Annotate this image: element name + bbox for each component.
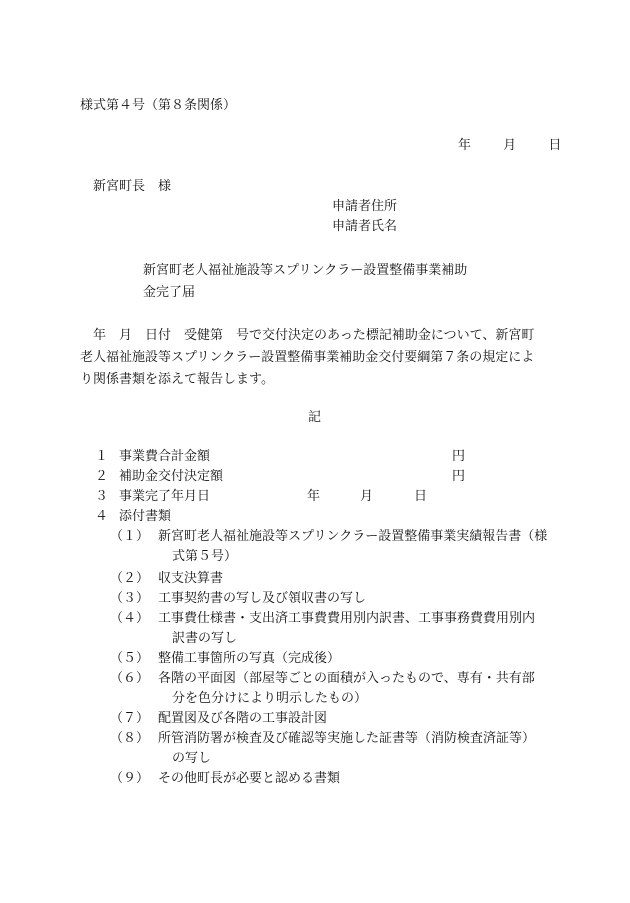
attachment-text: 分を色分けにより明示したもの） [172, 691, 368, 706]
item-label-completion-date: 事業完了年月日 [119, 489, 211, 504]
item-unit-yen: 円 [452, 449, 466, 464]
applicant-address-label: 申請者住所 [332, 199, 398, 214]
attachment-text: 整備工事箇所の写真（完成後） [158, 651, 341, 666]
item-number: ３ [95, 489, 109, 504]
date-month: 月 [503, 138, 517, 153]
attachment-number: （６） [110, 671, 150, 686]
item-number: １ [95, 449, 109, 464]
body-line: 年 月 日付 受健第 号で交付決定のあった標記補助金について、新宮町 [80, 328, 535, 343]
attachment-text: 配置図及び各階の工事設計図 [158, 711, 328, 726]
item-unit-yen: 円 [452, 469, 466, 484]
attachment-number: （５） [110, 651, 150, 666]
date-day: 日 [548, 138, 562, 153]
attachment-text: 訳書の写し [172, 631, 238, 646]
attachment-text: 所管消防署が検査及び確認等実施した証書等（消防検査済証等） [158, 731, 536, 746]
completion-day: 日 [414, 489, 428, 504]
form-number: 様式第４号（第８条関係） [80, 98, 237, 113]
attachment-number: （３） [110, 591, 150, 606]
item-number: ４ [95, 509, 109, 524]
attachment-text: 式第５号） [172, 549, 238, 564]
attachment-text: その他町長が必要と認める書類 [158, 771, 341, 786]
attachment-number: （７） [110, 711, 150, 726]
title-line: 新宮町老人福祉施設等スプリンクラー設置整備事業補助 [143, 263, 468, 278]
attachment-number: （２） [110, 571, 150, 586]
document-title [143, 260, 467, 304]
ki-heading: 記 [308, 410, 322, 425]
date-line [458, 135, 561, 156]
attachment-number: （８） [110, 731, 150, 746]
attachment-text: の写し [172, 751, 212, 766]
body-line: り関係書類を添えて報告します。 [80, 372, 274, 387]
title-line: 金完了届 [143, 285, 196, 300]
applicant-name-label: 申請者氏名 [332, 219, 398, 234]
attachment-number: （１） [110, 529, 150, 544]
completion-year: 年 [307, 489, 321, 504]
addressee: 新宮町長 様 [93, 179, 172, 194]
attachment-number: （９） [110, 771, 150, 786]
attachment-text: 収支決算書 [158, 571, 224, 586]
attachment-text: 工事契約書の写し及び領収書の写し [158, 591, 367, 606]
date-year: 年 [458, 138, 472, 153]
item-label-total-cost: 事業費合計金額 [119, 449, 211, 464]
completion-month: 月 [360, 489, 374, 504]
body-paragraph [80, 325, 534, 391]
attachment-number: （４） [110, 611, 150, 626]
attachment-text: 各階の平面図（部屋等ごとの面積が入ったもので、専有・共有部 [158, 671, 535, 686]
attachment-text: 工事費仕様書・支出済工事費費用別内訳書、工事事務費費用別内 [158, 611, 536, 626]
item-number: ２ [95, 469, 109, 484]
body-line: 老人福祉施設等スプリンクラー設置整備事業補助金交付要綱第７条の規定によ [80, 350, 535, 365]
item-label-attachments: 添付書類 [119, 509, 172, 524]
item-label-subsidy-amount: 補助金交付決定額 [119, 469, 224, 484]
attachment-text: 新宮町老人福祉施設等スプリンクラー設置整備事業実績報告書（様 [158, 529, 548, 544]
